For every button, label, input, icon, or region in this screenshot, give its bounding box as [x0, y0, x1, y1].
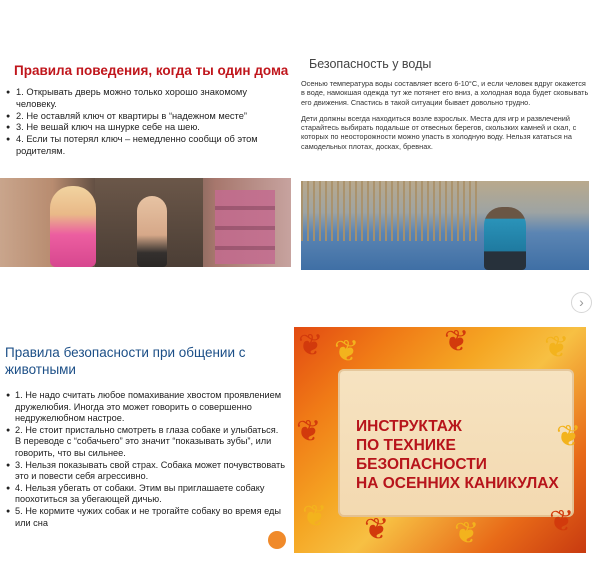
banner-heading-line: НА ОСЕННИХ КАНИКУЛАХ: [356, 475, 559, 492]
slide-animal-safety[interactable]: [0, 330, 291, 571]
child-by-lake-photo: [301, 181, 589, 270]
paragraph: Дети должны всегда находиться возле взрослых. Места для игр и развлечений старайтесь выбирать подальше от отвесных берегов, скользких камней и скал, с которых по неосторожности можно упасть в холодную воду. Нельзя кататься на самодельных плотах, досках, бревнах.: [301, 113, 577, 151]
girl-figure: [50, 186, 96, 267]
list-item: ● 1. Открывать дверь можно только хорошо знакомому человеку.: [6, 87, 284, 111]
reeds-shape: [301, 181, 481, 241]
maple-leaf-icon: ❦: [298, 329, 324, 362]
banner-heading: [356, 417, 586, 493]
banner-heading-line: ПО ТЕХНИКЕ БЕЗОПАСНОСТИ: [356, 437, 487, 473]
paragraph: Осенью температура воды составляет всего 6-10°С, и если человек вдруг окажется в воде, намокшая одежда тут же потянет его вниз, а холодная вода будет сковывать его движения. Спастись в такой ситуации бывает довольно трудно.: [301, 79, 589, 107]
slide-water-safety[interactable]: [298, 45, 592, 270]
list-item: ● 4. Если ты потерял ключ – немедленно сообщи об этом родителям.: [6, 134, 284, 158]
maple-leaf-icon: ❦: [444, 327, 470, 358]
child-figure: [484, 207, 526, 270]
boy-figure: [137, 196, 167, 267]
maple-leaf-icon: ❦: [334, 335, 360, 368]
list-item: ● 3. Нельзя показывать свой страх. Собака может почувствовать это и повести себя агрессивно.: [6, 460, 286, 483]
slide-title-home-alone: Правила поведения, когда ты один дома: [14, 63, 289, 78]
home-alone-rules-list: [6, 87, 284, 158]
children-at-door-photo: [0, 178, 291, 267]
maple-leaf-icon: ❦: [364, 513, 390, 546]
maple-leaf-icon: ❦: [544, 331, 570, 364]
maple-leaf-icon: ❦: [556, 420, 582, 453]
list-item: ● 2. Не оставляй ключ от квартиры в “надежном месте”: [6, 111, 284, 123]
list-item: ● 2. Не стоит пристально смотреть в глаза собаке и улыбаться. В переводе с “собачьего” это значит “показывать зубы”, или говорить, что вы сильнее.: [6, 425, 286, 460]
list-item: ● 3. Не вешай ключ на шнурке себе на шею.: [6, 122, 284, 134]
banner-heading-line: ИНСТРУКТАЖ: [356, 418, 462, 435]
slide-title-animals: Правила безопасности при общении с животными: [5, 345, 246, 377]
list-item: ● 1. Не надо считать любое помахивание хвостом проявлением дружелюбия. Иногда это может говорить о совершенно недружелюбном настрое.: [6, 390, 286, 425]
maple-leaf-icon: ❦: [302, 500, 328, 533]
orange-dot-marker: [268, 531, 286, 549]
animal-rules-list: [6, 390, 286, 529]
maple-leaf-icon: ❦: [454, 517, 480, 550]
maple-leaf-icon: ❦: [549, 505, 575, 538]
maple-leaf-icon: ❦: [296, 415, 322, 448]
slide-title-water-safety: Безопасность у воды: [309, 57, 432, 71]
list-item: ● 4. Нельзя убегать от собаки. Этим вы приглашаете собаку поохотиться за убегающей дичью.: [6, 483, 286, 506]
slide-autumn-banner[interactable]: [294, 327, 586, 553]
water-safety-text: [301, 79, 589, 158]
slide-home-alone[interactable]: [0, 45, 291, 267]
list-item: ● 5. Не кормите чужих собак и не трогайте собаку во время еды или сна: [6, 506, 286, 529]
next-slide-button[interactable]: ›: [571, 292, 592, 313]
shelf-shape: [215, 190, 275, 264]
